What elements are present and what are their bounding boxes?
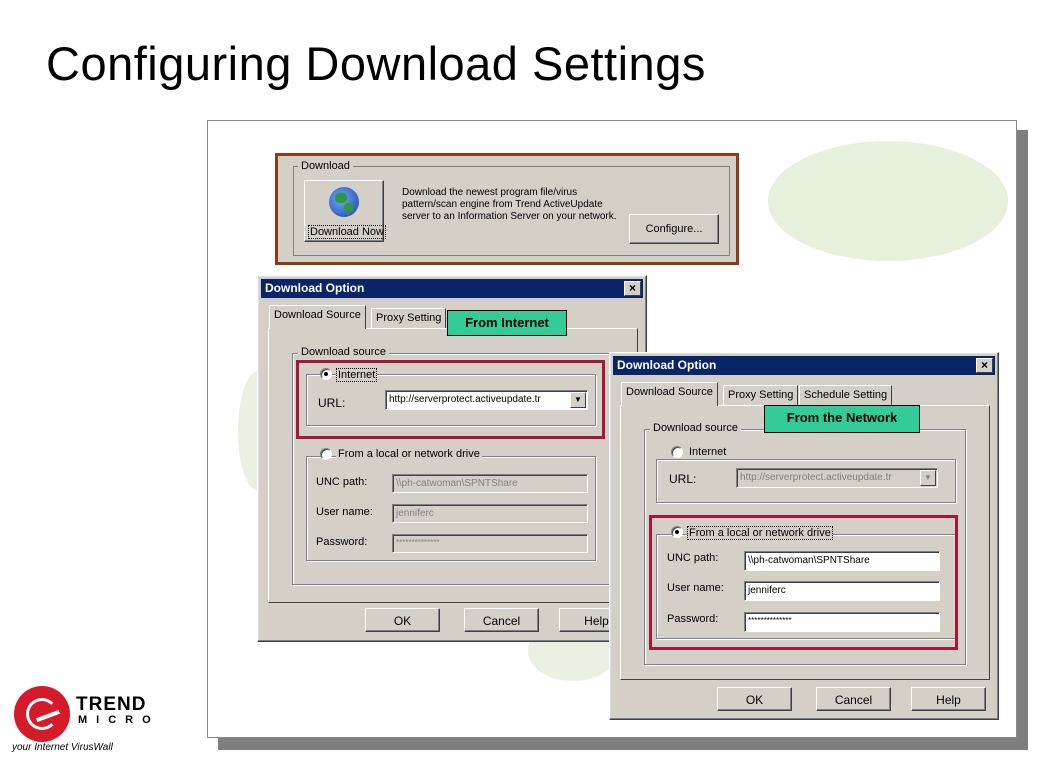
internet-label[interactable]: Internet xyxy=(338,369,376,381)
internet-radio[interactable] xyxy=(671,446,683,458)
dialog-title: Download Option xyxy=(265,281,365,295)
configure-button[interactable]: Configure... xyxy=(629,214,719,244)
url-label: URL: xyxy=(669,472,697,486)
dialog-title-bar xyxy=(261,279,643,298)
network-drive-label[interactable]: From a local or network drive xyxy=(689,527,831,539)
globe-icon xyxy=(329,187,359,217)
user-name-input[interactable]: jenniferc xyxy=(744,581,940,601)
password-input[interactable]: ************** xyxy=(392,534,588,553)
network-highlight xyxy=(649,515,958,650)
dropdown-arrow-icon[interactable]: ▼ xyxy=(920,470,936,486)
download-source-label: Download source xyxy=(298,346,389,358)
dropdown-arrow-icon[interactable]: ▼ xyxy=(570,392,586,408)
ok-button[interactable]: OK xyxy=(365,608,440,632)
url-combobox[interactable] xyxy=(736,468,938,488)
download-source-label: Download source xyxy=(650,422,741,434)
close-icon[interactable]: × xyxy=(624,281,641,296)
close-icon[interactable]: × xyxy=(976,358,993,373)
url-label: URL: xyxy=(318,396,346,410)
download-now-label: Download Now xyxy=(310,226,384,238)
cancel-button[interactable]: Cancel xyxy=(816,687,891,711)
internet-label[interactable]: Internet xyxy=(689,446,727,458)
network-drive-label[interactable]: From a local or network drive xyxy=(338,448,480,460)
dialog-title-bar xyxy=(613,356,995,375)
user-name-input[interactable]: jenniferc xyxy=(392,504,588,523)
download-description: Download the newest program file/virus pattern/scan engine from Trend ActiveUpdate server to an Information Server on your network. xyxy=(402,187,617,222)
cancel-button[interactable]: Cancel xyxy=(464,608,539,632)
download-now-button[interactable] xyxy=(304,180,384,242)
brand-tagline: your Internet VirusWall xyxy=(12,742,113,753)
help-button[interactable]: Help xyxy=(911,687,986,711)
network-drive-radio[interactable] xyxy=(320,448,332,460)
unc-path-input[interactable]: \\ph-catwoman\SPNTShare xyxy=(744,551,940,571)
password-label: Password: xyxy=(667,613,719,625)
password-label: Password: xyxy=(316,536,368,548)
trend-micro-logo-icon xyxy=(14,686,70,742)
brand-name-line1: TREND xyxy=(76,694,147,715)
unc-path-input[interactable]: \\ph-catwoman\SPNTShare xyxy=(392,474,588,493)
background-blob xyxy=(768,141,1008,261)
tab-schedule-setting[interactable]: Schedule Setting xyxy=(799,385,892,405)
brand-name-line2: MICRO xyxy=(78,714,160,726)
help-button[interactable]: Help xyxy=(559,608,634,632)
user-name-label: User name: xyxy=(667,582,724,594)
password-input[interactable]: ************** xyxy=(744,612,940,632)
slide-title: Configuring Download Settings xyxy=(46,37,706,90)
unc-path-label: UNC path: xyxy=(316,476,368,488)
tab-download-source[interactable]: Download Source xyxy=(621,382,718,406)
internet-highlight xyxy=(296,360,605,439)
from-network-callout: From the Network xyxy=(764,405,920,433)
tab-proxy-setting[interactable]: Proxy Setting xyxy=(371,308,446,328)
user-name-label: User name: xyxy=(316,506,373,518)
url-value: http://serverprotect.activeupdate.tr xyxy=(389,394,541,405)
dialog-title: Download Option xyxy=(617,358,717,372)
tab-proxy-setting[interactable]: Proxy Setting xyxy=(723,385,798,405)
tab-download-source[interactable]: Download Source xyxy=(269,305,366,329)
ok-button[interactable]: OK xyxy=(717,687,792,711)
url-value: http://serverprotect.activeupdate.tr xyxy=(740,472,892,483)
download-group-label: Download xyxy=(298,160,353,172)
download-group xyxy=(293,160,730,256)
unc-path-label: UNC path: xyxy=(667,552,719,564)
from-internet-callout: From Internet xyxy=(447,310,567,336)
